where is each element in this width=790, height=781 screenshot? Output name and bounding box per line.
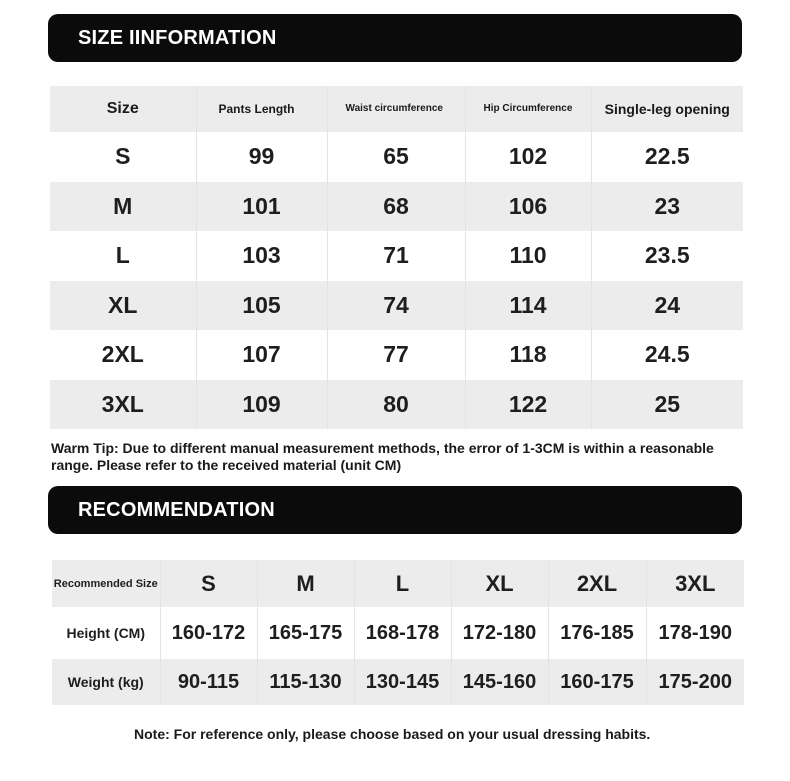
weight-row <box>52 659 744 705</box>
size-information-banner <box>48 14 742 62</box>
recommendation-table <box>52 560 744 705</box>
recommendation-banner <box>48 486 742 534</box>
size-table <box>50 86 743 429</box>
table-row <box>50 231 743 281</box>
cell-size: L <box>50 231 196 281</box>
cell-leg-opening: 23.5 <box>644 242 690 269</box>
height-value: 176-185 <box>548 607 646 659</box>
height-value: 178-190 <box>658 621 732 644</box>
cell-size: 3XL <box>50 380 196 430</box>
cell-leg-opening: 22.5 <box>644 143 690 170</box>
rec-size: 3XL <box>675 570 716 596</box>
height-value: 168-178 <box>354 607 451 659</box>
height-value: 165-175 <box>257 607 354 659</box>
cell-waist: 65 <box>327 132 465 182</box>
rec-size: L <box>354 560 451 607</box>
header-pants-length: Pants Length <box>196 86 327 132</box>
table-row <box>50 281 743 331</box>
height-label: Height (CM) <box>52 607 160 659</box>
height-value: 172-180 <box>451 607 548 659</box>
table-row <box>50 330 743 380</box>
table-row <box>50 182 743 232</box>
weight-label: Weight (kg) <box>52 659 160 705</box>
cell-size: XL <box>50 281 196 331</box>
cell-size: M <box>50 182 196 232</box>
header-single-leg: Single-leg opening <box>604 101 730 117</box>
cell-leg-opening: 24.5 <box>644 341 690 368</box>
recommended-size-label: Recommended Size <box>52 560 160 607</box>
cell-waist: 71 <box>327 231 465 281</box>
cell-leg-opening: 24 <box>654 291 681 318</box>
height-row <box>52 607 744 659</box>
weight-value: 145-160 <box>451 659 548 705</box>
cell-waist: 74 <box>327 281 465 331</box>
cell-waist: 80 <box>327 380 465 430</box>
cell-hip: 118 <box>465 330 591 380</box>
cell-pants-length: 101 <box>196 182 327 232</box>
height-value: 160-172 <box>160 607 257 659</box>
size-information-title: SIZE IINFORMATION <box>78 26 277 49</box>
table-row <box>50 132 743 182</box>
cell-hip: 106 <box>465 182 591 232</box>
warm-tip: Warm Tip: Due to different manual measurement methods, the error of 1-3CM is within a reasonable range. Please refer to the received material (unit CM) <box>51 440 714 473</box>
cell-pants-length: 105 <box>196 281 327 331</box>
cell-hip: 114 <box>465 281 591 331</box>
weight-value: 175-200 <box>658 670 732 693</box>
cell-hip: 110 <box>465 231 591 281</box>
weight-value: 160-175 <box>548 659 646 705</box>
cell-pants-length: 103 <box>196 231 327 281</box>
rec-size: S <box>160 560 257 607</box>
cell-leg-opening: 23 <box>654 192 681 219</box>
rec-size: M <box>257 560 354 607</box>
cell-size: S <box>50 132 196 182</box>
weight-value: 90-115 <box>160 659 257 705</box>
recommended-size-row <box>52 560 744 607</box>
rec-size: 2XL <box>548 560 646 607</box>
cell-pants-length: 107 <box>196 330 327 380</box>
cell-waist: 68 <box>327 182 465 232</box>
cell-leg-opening: 25 <box>654 390 681 417</box>
weight-value: 130-145 <box>354 659 451 705</box>
table-row <box>50 380 743 430</box>
reference-note: Note: For reference only, please choose based on your usual dressing habits. <box>134 726 651 742</box>
header-waist: Waist circumference <box>327 86 465 132</box>
rec-size: XL <box>451 560 548 607</box>
cell-hip: 122 <box>465 380 591 430</box>
weight-value: 115-130 <box>257 659 354 705</box>
header-size: Size <box>50 86 196 132</box>
header-hip: Hip Circumference <box>465 86 591 132</box>
cell-hip: 102 <box>465 132 591 182</box>
cell-size: 2XL <box>50 330 196 380</box>
cell-waist: 77 <box>327 330 465 380</box>
cell-pants-length: 99 <box>196 132 327 182</box>
recommendation-title: RECOMMENDATION <box>78 498 275 521</box>
cell-pants-length: 109 <box>196 380 327 430</box>
size-table-header <box>50 86 743 132</box>
